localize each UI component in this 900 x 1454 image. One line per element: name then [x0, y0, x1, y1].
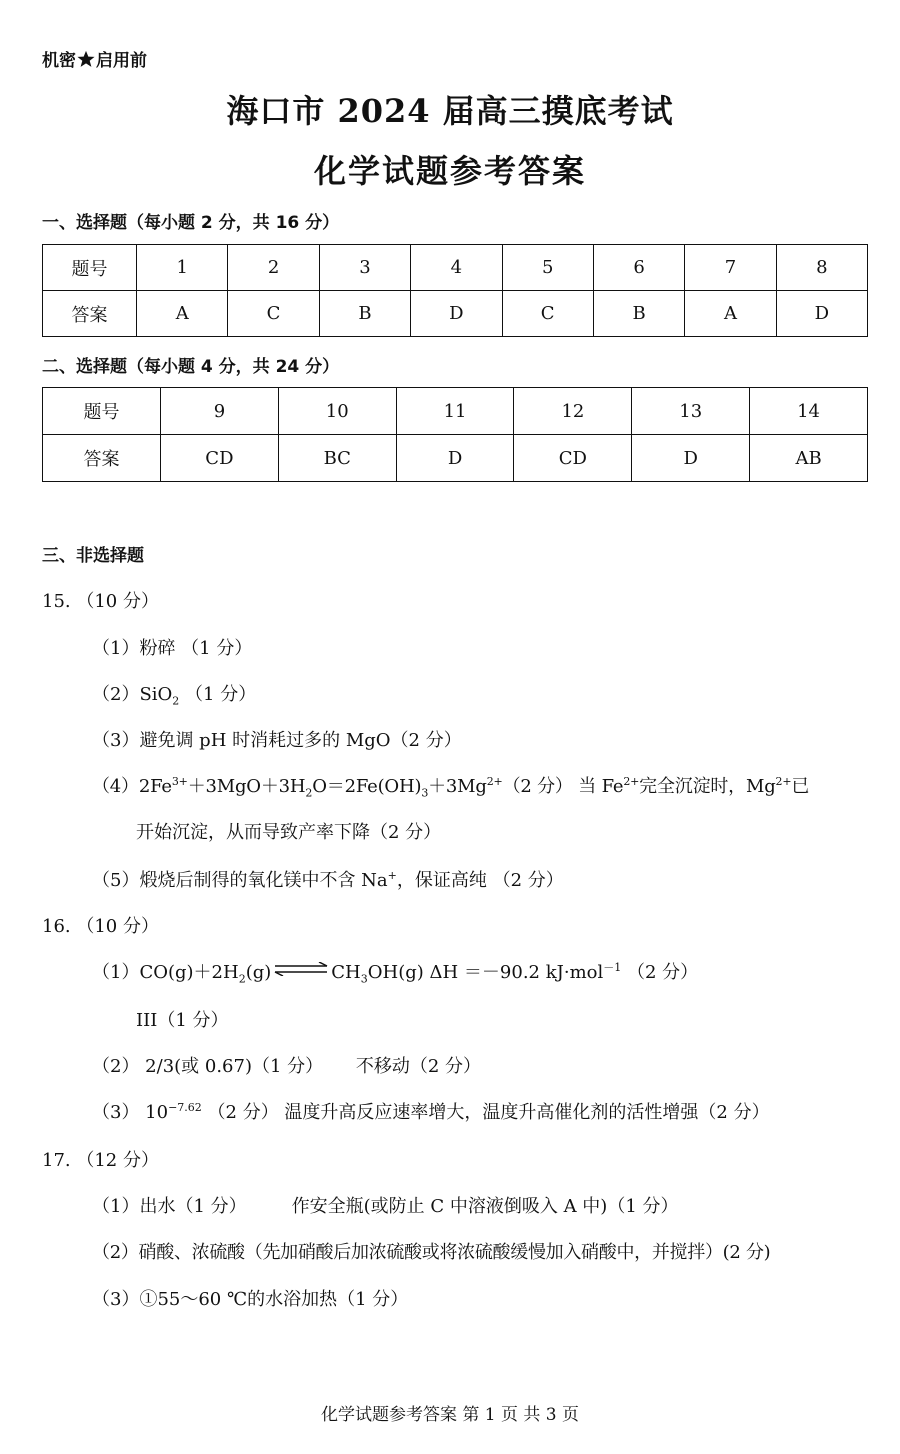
answer-cell: D [411, 291, 502, 337]
question-number: 13 [632, 388, 750, 435]
q16-part-1-continued: III（1 分） [136, 1010, 229, 1031]
q16-part-3: （3） $10^{-7.62}$ （2 分） 温度升高反应速率增大，温度升高催化剂的活性增强（2 分） [92, 1101, 770, 1123]
table-row-numbers [43, 245, 868, 291]
question-number: 11 [396, 388, 514, 435]
answer-cell: CD [514, 435, 632, 482]
question-number: 7 [685, 245, 776, 291]
confidential-mark [42, 46, 147, 71]
question-number: 5 [502, 245, 593, 291]
answer-cell: A [137, 291, 228, 337]
section-1-heading: 一、选择题（每小题 2 分，共 16 分） [42, 213, 340, 233]
q16-heading: 16. （10 分） [42, 916, 159, 937]
q15-part-2: （2）SiO$_2$ （1 分） [92, 684, 257, 708]
row-label-question: 题号 [43, 245, 137, 291]
question-number: 2 [228, 245, 319, 291]
star-icon [77, 50, 95, 68]
q17-part-1: （1）出水（1 分） 作安全瓶(或防止 C 中溶液倒吸入 A 中)（1 分） [92, 1196, 679, 1217]
question-number: 10 [278, 388, 396, 435]
row-label-answer: 答案 [43, 291, 137, 337]
question-number: 8 [776, 245, 867, 291]
q16-part-2: （2） 2/3(或 0.67)（1 分） 不移动（2 分） [92, 1056, 482, 1077]
exam-subtitle: 化学试题参考答案 [313, 152, 586, 190]
answer-cell: C [502, 291, 593, 337]
question-number: 4 [411, 245, 502, 291]
confidential-label: 机密 [42, 51, 76, 71]
q15-part-1: （1）粉碎 （1 分） [92, 638, 253, 659]
question-number: 3 [319, 245, 410, 291]
answer-cell: B [319, 291, 410, 337]
q15-part-4-continued: 开始沉淀，从而导致产率下降（2 分） [136, 822, 442, 843]
row-label-answer: 答案 [43, 435, 161, 482]
page-footer: 化学试题参考答案 第 1 页 共 3 页 [320, 1405, 580, 1425]
answer-cell: BC [278, 435, 396, 482]
equilibrium-arrow-icon [273, 962, 329, 976]
answer-cell: C [228, 291, 319, 337]
question-number: 14 [750, 388, 868, 435]
q17-part-3: （3）①55～60 ℃的水浴加热（1 分） [92, 1289, 409, 1310]
question-number: 9 [161, 388, 279, 435]
answer-cell: A [685, 291, 776, 337]
q17-heading: 17. （12 分） [42, 1150, 159, 1171]
answer-table-2 [42, 387, 868, 482]
q15-part-4: $(4)2Fe^{3+}+3MgO+3H_2O=2Fe(OH)_3+3Mg^{2+}(2$ 分） 当 $Fe^{2+}$完全沉淀时，$Mg^{2+}$已 [92, 775, 810, 800]
q15-part-5: （5）煅烧后制得的氧化镁中不含 Na+，保证高纯 （2 分） [92, 869, 564, 891]
question-number: 1 [137, 245, 228, 291]
answer-cell: AB [750, 435, 868, 482]
answer-table-1 [42, 244, 868, 337]
q15-heading: 15. （10 分） [42, 591, 159, 612]
answer-cell: D [776, 291, 867, 337]
section-2-heading: 二、选择题（每小题 4 分，共 24 分） [42, 357, 340, 377]
exam-title: 海口市 2024 届高三摸底考试 [226, 92, 674, 130]
answer-cell: B [593, 291, 684, 337]
answer-cell: D [396, 435, 514, 482]
table-row-answers [43, 291, 868, 337]
table-row-answers [43, 435, 868, 482]
question-number: 12 [514, 388, 632, 435]
answer-cell: CD [161, 435, 279, 482]
confidential-label-2: 启用前 [96, 51, 147, 71]
answer-cell: D [632, 435, 750, 482]
row-label-question: 题号 [43, 388, 161, 435]
q15-part-3: （3）避免调 pH 时消耗过多的 MgO（2 分） [92, 730, 462, 751]
question-number: 6 [593, 245, 684, 291]
q16-part-1: $(1)CO(g)+2H_2(g)$ $CH_3OH(g)$ ΔH ＝－90.2 kJ·mol$^{-1}$ （2 分） [92, 961, 699, 986]
table-row-numbers [43, 388, 868, 435]
section-3-heading: 三、非选择题 [42, 546, 144, 566]
q17-part-2: （2）硝酸、浓硫酸（先加硝酸后加浓硫酸或将浓硫酸缓慢加入硝酸中，并搅拌）(2 分) [92, 1242, 771, 1263]
